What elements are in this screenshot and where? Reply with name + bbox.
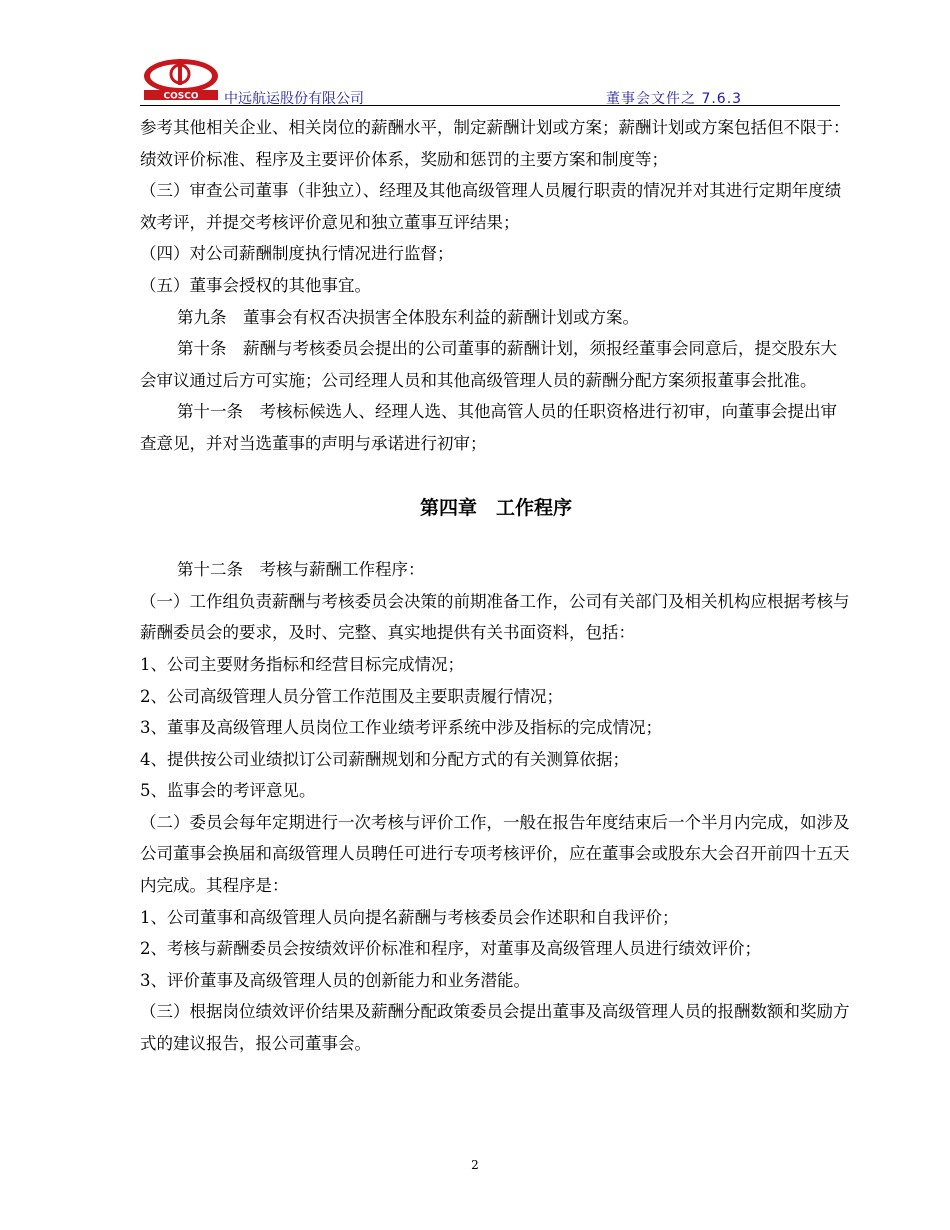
document-number: 董事会文件之 7.6.3 — [606, 91, 743, 107]
article-11: 第十一条 考核标候选人、经理人选、其他高管人员的任职资格进行初审，向董事会提出审查意见，并对当选董事的声明与承诺进行初审； — [140, 402, 837, 453]
header-divider — [140, 105, 840, 106]
article-9: 第九条 董事会有权否决损害全体股东利益的薪酬计划或方案。 — [177, 307, 639, 327]
section-2: （二）委员会每年定期进行一次考核与评价工作，一般在报告年度结束后一个半月内完成，如涉及公司董事会换届和高级管理人员聘任可进行专项考核评价，应在董事会或股东大会召开前四十五天内完成。其程序是： — [140, 812, 850, 896]
section-3: （三）根据岗位绩效评价结果及薪酬分配政策委员会提出董事及高级管理人员的报酬数额和奖励方式的建议报告，报公司董事会。 — [140, 1002, 850, 1054]
document-body — [140, 112, 852, 1060]
list-item: 2、考核与薪酬委员会按绩效评价标准和程序，对董事及高级管理人员进行绩效评价； — [140, 939, 761, 959]
section-1: （一）工作组负责薪酬与考核委员会决策的前期准备工作，公司有关部门及相关机构应根据考核与薪酬委员会的要求，及时、完整、真实地提供有关书面资料，包括： — [140, 591, 850, 643]
paragraph: 参考其他相关企业、相关岗位的薪酬水平，制定薪酬计划或方案；薪酬计划或方案包括但不限于：绩效评价标准、程序及主要评价体系，奖励和惩罚的主要方案和制度等； — [140, 118, 850, 169]
list-item: 2、公司高级管理人员分管工作范围及主要职责履行情况； — [140, 686, 563, 706]
list-item: 1、公司董事和高级管理人员向提名薪酬与考核委员会作述职和自我评价； — [140, 907, 679, 927]
page-number: 2 — [471, 1158, 479, 1172]
article-12: 第十二条 考核与薪酬工作程序： — [177, 560, 425, 580]
chapter-heading: 第四章 工作程序 — [419, 496, 572, 519]
paragraph: （三）审查公司董事（非独立）、经理及其他高级管理人员履行职责的情况并对其进行定期年度绩效考评，并提交考核评价意见和独立董事互评结果； — [140, 181, 842, 232]
paragraph: （四）对公司薪酬制度执行情况进行监督； — [140, 244, 454, 264]
cosco-logo — [142, 56, 220, 102]
list-item: 4、提供按公司业绩拟订公司薪酬规划和分配方式的有关测算依据； — [140, 749, 629, 769]
list-item: 1、公司主要财务指标和经营目标完成情况； — [140, 654, 464, 674]
paragraph: （五）董事会授权的其他事宜。 — [140, 275, 371, 295]
logo-lettering: COSCO — [163, 91, 199, 102]
company-name: 中远航运股份有限公司 — [224, 91, 364, 107]
page-header — [140, 52, 840, 106]
list-item: 3、董事及高级管理人员岗位工作业绩考评系统中涉及指标的完成情况； — [140, 718, 662, 738]
list-item: 3、评价董事及高级管理人员的创新能力和业务潜能。 — [140, 970, 530, 990]
article-10: 第十条 薪酬与考核委员会提出的公司董事的薪酬计划，须报经董事会同意后，提交股东大会审议通过后方可实施；公司经理人员和其他高级管理人员的薪酬分配方案须报董事会批准。 — [140, 339, 837, 390]
list-item: 5、监事会的考评意见。 — [140, 781, 316, 801]
